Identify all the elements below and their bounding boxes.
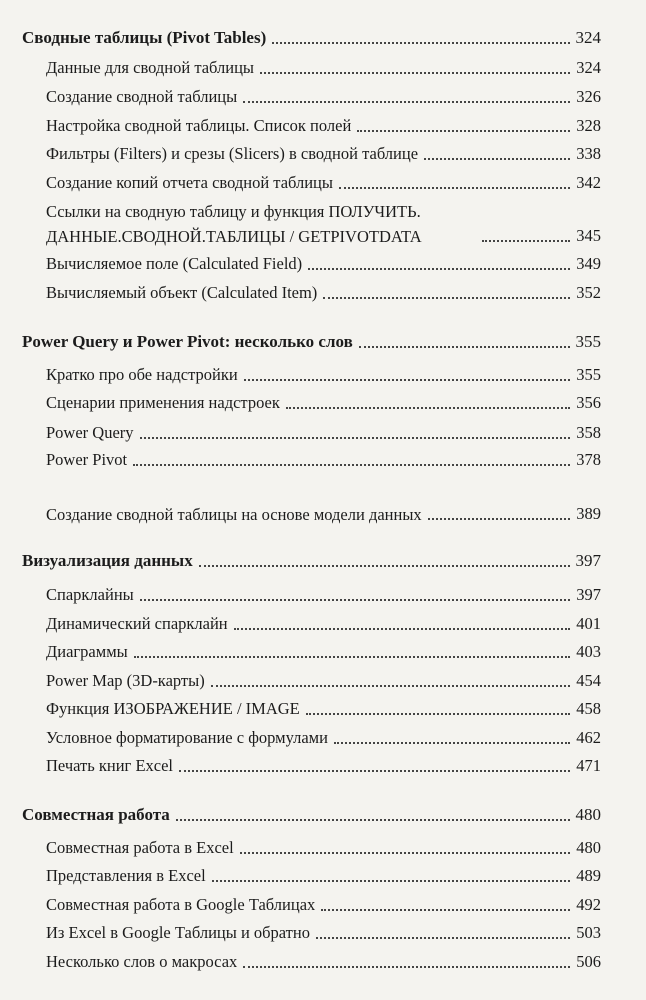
toc-entry-page-number: 462 [576,728,601,747]
toc-entry-title: Диаграммы [46,642,128,661]
dot-leader [243,966,570,968]
toc-entry[interactable] [0,390,646,416]
dot-leader [240,852,571,854]
toc-entry[interactable] [0,362,646,388]
toc-entry[interactable] [0,949,646,975]
dot-leader [321,909,570,911]
toc-entry[interactable] [0,280,646,306]
dot-leader [323,297,570,299]
toc-entry-title: Совместная работа в Google Таблицах [46,895,316,914]
section-heading-page-number: 324 [575,28,601,47]
section-heading[interactable] [0,802,646,828]
toc-entry[interactable] [0,920,646,946]
section-heading-page-number: 355 [575,332,601,351]
dot-leader [482,240,570,242]
dot-leader [211,685,571,687]
toc-entry[interactable] [0,501,646,527]
toc-entry-page-number: 345 [576,226,601,245]
toc-entry-title: Печать книг Excel [46,756,174,775]
toc-entry-title: Из Excel в Google Таблицы и обратно [46,923,310,942]
toc-entry-title: Сценарии применения надстроек [46,393,280,412]
dot-leader [212,880,571,882]
toc-entry-title: Power Pivot [46,450,128,469]
toc-entry-page-number: 324 [576,58,601,77]
section-heading-page-number: 480 [575,805,601,824]
toc-entry-title: Вычисляемый объект (Calculated Item) [46,283,318,302]
section-heading[interactable] [0,25,646,51]
section-heading-page-number: 397 [575,551,601,570]
toc-entry-page-number: 506 [576,952,601,971]
toc-entry-title: Условное форматирование с формулами [46,728,328,747]
toc-entry[interactable] [0,55,646,81]
toc-entry-page-number: 403 [576,642,601,661]
toc-entry-page-number: 458 [576,699,601,718]
dot-leader [140,437,571,439]
toc-entry[interactable] [0,639,646,665]
toc-entry-page-number: 503 [576,923,601,942]
dot-leader [199,565,570,567]
dot-leader [428,518,571,520]
section-heading-title: Визуализация данных [22,551,193,570]
toc-entry-title: Представления в Excel [46,866,206,885]
toc-entry-title: Спарклайны [46,585,134,604]
toc-entry-title: Функция ИЗОБРАЖЕНИЕ / IMAGE [46,699,300,718]
toc-entry[interactable] [0,863,646,889]
toc-entry[interactable] [0,447,646,473]
toc-entry-title: Создание сводной таблицы на основе модели данных [46,505,422,524]
toc-entry-page-number: 356 [576,393,601,412]
toc-entry-title: Вычисляемое поле (Calculated Field) [46,254,303,273]
toc-entry-title: Несколько слов о макросах [46,952,238,971]
dot-leader [243,101,570,103]
dot-leader [334,742,570,744]
toc-entry[interactable] [0,582,646,608]
section-heading-title: Совместная работа [22,805,170,824]
toc-entry[interactable] [0,84,646,110]
dot-leader [260,72,570,74]
toc-entry-page-number: 352 [576,283,601,302]
toc-entry[interactable] [0,141,646,167]
dot-leader [179,770,570,772]
toc-entry[interactable] [0,835,646,861]
toc-entry-page-number: 397 [576,585,601,604]
toc-entry[interactable] [0,113,646,139]
section-heading-title: Сводные таблицы (Pivot Tables) [22,28,267,47]
toc-entry-title: Совместная работа в Excel [46,838,234,857]
toc-entry-page-number: 326 [576,87,601,106]
section-heading-title: Power Query и Power Pivot: несколько слов [22,332,353,351]
toc-entry-page-number: 342 [576,173,601,192]
toc-entry[interactable] [0,170,646,196]
dot-leader [134,656,571,658]
dot-leader [234,628,571,630]
dot-leader [286,407,570,409]
dot-leader [244,379,571,381]
dot-leader [308,268,570,270]
toc-entry-title: Создание сводной таблицы [46,87,238,106]
toc-entry[interactable] [0,725,646,751]
toc-entry-page-number: 489 [576,866,601,885]
toc-entry-page-number: 355 [576,365,601,384]
toc-entry[interactable] [0,199,646,249]
toc-entry-page-number: 358 [576,423,601,442]
toc-entry-title: Power Query [46,423,134,442]
dot-leader [424,158,570,160]
dot-leader [359,346,570,348]
toc-entry[interactable] [0,892,646,918]
toc-entry-title: Динамический спарклайн [46,614,228,633]
toc-entry-title: Настройка сводной таблицы. Список полей [46,116,352,135]
toc-entry[interactable] [0,668,646,694]
dot-leader [176,819,570,821]
toc-entry-page-number: 401 [576,614,601,633]
toc-entry-page-number: 378 [576,450,601,469]
section-heading[interactable] [0,329,646,355]
dot-leader [316,937,570,939]
toc-entry[interactable] [0,420,646,446]
toc-entry-page-number: 471 [576,756,601,775]
dot-leader [140,599,571,601]
dot-leader [133,464,570,466]
toc-entry-page-number: 328 [576,116,601,135]
dot-leader [306,713,571,715]
toc-entry-title: Создание копий отчета сводной таблицы [46,173,333,192]
toc-entry[interactable] [0,251,646,277]
toc-entry-page-number: 338 [576,144,601,163]
section-heading[interactable] [0,548,646,574]
dot-leader [272,42,569,44]
toc-entry[interactable] [0,753,646,779]
toc-entry-page-number: 454 [576,671,601,690]
toc-entry-page-number: 480 [576,838,601,857]
toc-entry-page-number: 389 [576,504,601,523]
toc-entry-title: Данные для сводной таблицы [46,58,255,77]
toc-entry-page-number: 492 [576,895,601,914]
toc-entry-title: Ссылки на сводную таблицу и функция ПОЛУЧИТЬ. ДАННЫЕ.СВОДНОЙ.ТАБЛИЦЫ / GETPIVOTDATA [46,202,422,246]
toc-entry-title: Кратко про обе надстройки [46,365,238,384]
dot-leader [357,130,570,132]
toc-entry[interactable] [0,696,646,722]
dot-leader [339,187,570,189]
toc-entry[interactable] [0,611,646,637]
toc-entry-title: Power Map (3D-карты) [46,671,205,690]
toc-entry-title: Фильтры (Filters) и срезы (Slicers) в сводной таблице [46,144,419,163]
toc-entry-page-number: 349 [576,254,601,273]
